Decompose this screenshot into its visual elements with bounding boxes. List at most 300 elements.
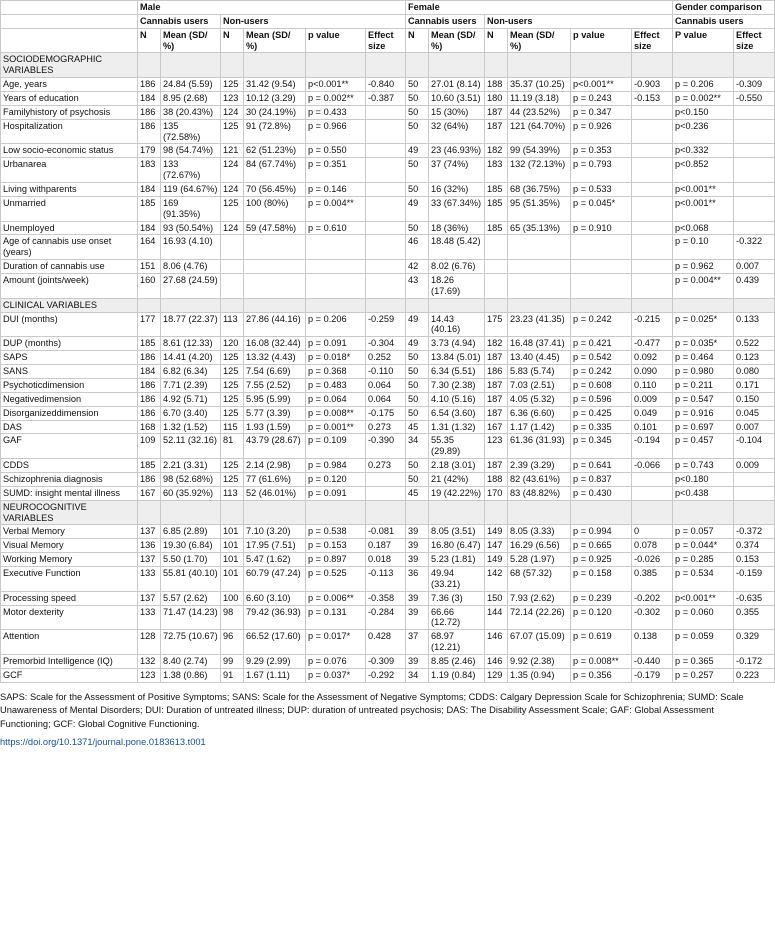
table-cell: 39	[406, 605, 429, 630]
table-cell	[632, 486, 673, 500]
row-label: Hospitalization	[1, 119, 138, 144]
table-cell: 68.97 (12.21)	[429, 630, 485, 655]
table-cell: 13.32 (4.43)	[244, 351, 306, 365]
table-cell: p = 0.980	[673, 365, 734, 379]
table-cell: 1.31 (1.32)	[429, 420, 485, 434]
table-cell: 68 (57.32)	[508, 566, 571, 591]
table-cell: p = 0.120	[306, 472, 366, 486]
table-cell: 186	[138, 119, 161, 144]
table-cell: p = 0.001**	[306, 420, 366, 434]
table-cell: 0.439	[734, 274, 775, 299]
table-cell: 150	[485, 591, 508, 605]
table-row	[1, 235, 775, 260]
header-male: Male	[138, 1, 406, 15]
table-cell: 33 (67.34%)	[429, 196, 485, 221]
table-cell: 39	[406, 654, 429, 668]
table-cell: 46	[406, 235, 429, 260]
table-row	[1, 434, 775, 459]
table-cell: 186	[138, 351, 161, 365]
table-cell: 18.26 (17.69)	[429, 274, 485, 299]
section-filler-cell	[429, 298, 485, 312]
table-cell: 84 (67.74%)	[244, 158, 306, 183]
row-label: Unemployed	[1, 221, 138, 235]
table-cell	[366, 183, 406, 197]
table-cell: 6.82 (6.34)	[161, 365, 221, 379]
table-cell	[221, 274, 244, 299]
section-filler-cell	[485, 53, 508, 78]
section-label: SOCIODEMOGRAPHIC VARIABLES	[1, 53, 138, 78]
section-filler-cell	[161, 500, 221, 525]
column-header: Mean (SD/ %)	[161, 28, 221, 53]
table-cell: 43.79 (28.67)	[244, 434, 306, 459]
row-label: DAS	[1, 420, 138, 434]
table-cell: p = 0.345	[571, 434, 632, 459]
table-cell: 7.55 (2.52)	[244, 378, 306, 392]
row-label: SUMD: insight mental illness	[1, 486, 138, 500]
table-cell: p = 0.335	[571, 420, 632, 434]
table-cell: 2.21 (3.31)	[161, 459, 221, 473]
table-cell: 101	[221, 553, 244, 567]
table-cell: 16.29 (6.56)	[508, 539, 571, 553]
table-cell	[366, 260, 406, 274]
header-female-cannabis-users: Cannabis users	[406, 14, 485, 28]
table-cell: 187	[485, 105, 508, 119]
row-label: Processing speed	[1, 591, 138, 605]
section-filler-cell	[221, 298, 244, 312]
table-cell: 0.110	[632, 378, 673, 392]
table-cell: 36	[406, 566, 429, 591]
table-cell: -0.903	[632, 78, 673, 92]
table-cell: p = 0.044*	[673, 539, 734, 553]
table-cell	[244, 260, 306, 274]
table-cell: p = 0.257	[673, 668, 734, 682]
column-header: N	[406, 28, 429, 53]
table-cell: 149	[485, 553, 508, 567]
table-cell: -0.026	[632, 553, 673, 567]
header-gender-comparison: Gender comparison	[673, 1, 775, 15]
table-cell: 0.522	[734, 337, 775, 351]
table-cell: 5.23 (1.81)	[429, 553, 485, 567]
table-row	[1, 392, 775, 406]
section-filler-cell	[485, 298, 508, 312]
table-cell	[306, 274, 366, 299]
table-cell: 66.52 (17.60)	[244, 630, 306, 655]
table-cell: p<0.332	[673, 144, 734, 158]
table-cell: 6.36 (6.60)	[508, 406, 571, 420]
table-cell: 7.30 (2.38)	[429, 378, 485, 392]
table-cell: 13.40 (4.45)	[508, 351, 571, 365]
row-label: Age, years	[1, 78, 138, 92]
table-cell: 151	[138, 260, 161, 274]
table-cell: p = 0.285	[673, 553, 734, 567]
table-cell: 0.064	[366, 392, 406, 406]
section-filler-cell	[632, 500, 673, 525]
table-cell: -0.635	[734, 591, 775, 605]
table-cell: 125	[221, 378, 244, 392]
table-cell: p = 0.353	[571, 144, 632, 158]
table-cell: 137	[138, 591, 161, 605]
table-cell: 164	[138, 235, 161, 260]
table-cell	[632, 472, 673, 486]
table-cell: 119 (64.67%)	[161, 183, 221, 197]
table-cell: -0.550	[734, 92, 775, 106]
table-cell: 0.252	[366, 351, 406, 365]
table-cell: p = 0.076	[306, 654, 366, 668]
table-cell: 16.80 (6.47)	[429, 539, 485, 553]
section-filler-cell	[508, 298, 571, 312]
table-cell: p = 0.243	[571, 92, 632, 106]
table-cell: p = 0.239	[571, 591, 632, 605]
section-header-row	[1, 500, 775, 525]
row-label: Amount (joints/week)	[1, 274, 138, 299]
table-cell: 19.30 (6.84)	[161, 539, 221, 553]
table-cell: 39	[406, 525, 429, 539]
table-cell: 187	[485, 459, 508, 473]
table-cell: 0.090	[632, 365, 673, 379]
table-cell: 125	[221, 119, 244, 144]
table-cell: -0.104	[734, 434, 775, 459]
row-label: CDDS	[1, 459, 138, 473]
row-label: Visual Memory	[1, 539, 138, 553]
table-cell: 50	[406, 392, 429, 406]
table-cell: 95 (51.35%)	[508, 196, 571, 221]
table-cell: 3.73 (4.94)	[429, 337, 485, 351]
table-cell: 186	[138, 406, 161, 420]
table-cell: 98	[221, 605, 244, 630]
column-header: p value	[571, 28, 632, 53]
table-cell: 16.93 (4.10)	[161, 235, 221, 260]
section-filler-cell	[161, 53, 221, 78]
table-cell: 37	[406, 630, 429, 655]
doi-link[interactable]: https://doi.org/10.1371/journal.pone.0183613.t001	[0, 737, 206, 748]
table-cell: 136	[138, 539, 161, 553]
table-cell: 65 (35.13%)	[508, 221, 571, 235]
column-header: p value	[306, 28, 366, 53]
table-cell: 0.018	[366, 553, 406, 567]
table-cell: p = 0.421	[571, 337, 632, 351]
table-cell: p = 0.457	[673, 434, 734, 459]
table-cell	[366, 119, 406, 144]
table-cell: 50	[406, 221, 429, 235]
table-cell: 6.34 (5.51)	[429, 365, 485, 379]
table-cell: p = 0.153	[306, 539, 366, 553]
table-cell: 7.10 (3.20)	[244, 525, 306, 539]
section-filler-cell	[673, 298, 734, 312]
table-cell: 0.355	[734, 605, 775, 630]
table-cell	[366, 158, 406, 183]
table-cell: 132	[138, 654, 161, 668]
table-cell: 6.60 (3.10)	[244, 591, 306, 605]
table-cell: 1.93 (1.59)	[244, 420, 306, 434]
table-row	[1, 144, 775, 158]
table-cell: 0.374	[734, 539, 775, 553]
table-cell: p = 0.057	[673, 525, 734, 539]
column-header	[1, 28, 138, 53]
section-filler-cell	[734, 298, 775, 312]
table-cell: 146	[485, 654, 508, 668]
table-cell: 45	[406, 486, 429, 500]
row-label: Urbanarea	[1, 158, 138, 183]
table-cell: 27.68 (24.59)	[161, 274, 221, 299]
table-cell	[306, 235, 366, 260]
table-row	[1, 365, 775, 379]
table-cell: 43	[406, 274, 429, 299]
column-header: Effect size	[366, 28, 406, 53]
table-cell: 60 (35.92%)	[161, 486, 221, 500]
table-cell: p = 0.347	[571, 105, 632, 119]
table-cell: p = 0.035*	[673, 337, 734, 351]
table-cell	[632, 158, 673, 183]
table-cell: p = 0.984	[306, 459, 366, 473]
table-row	[1, 566, 775, 591]
table-cell: -0.440	[632, 654, 673, 668]
table-cell: 96	[221, 630, 244, 655]
table-cell: 8.40 (2.74)	[161, 654, 221, 668]
table-cell: -0.309	[734, 78, 775, 92]
table-cell: 0.009	[632, 392, 673, 406]
table-cell: 185	[485, 196, 508, 221]
table-cell: 34	[406, 434, 429, 459]
table-cell	[734, 144, 775, 158]
table-cell: p = 0.206	[673, 78, 734, 92]
table-cell: p = 0.356	[571, 668, 632, 682]
table-cell: -0.081	[366, 525, 406, 539]
table-cell: 120	[221, 337, 244, 351]
table-cell: p = 0.211	[673, 378, 734, 392]
table-row	[1, 605, 775, 630]
table-cell: 14.43 (40.16)	[429, 312, 485, 337]
table-cell: 144	[485, 605, 508, 630]
table-cell: 37 (74%)	[429, 158, 485, 183]
table-cell: 2.18 (3.01)	[429, 459, 485, 473]
table-cell: 183	[138, 158, 161, 183]
table-cell: p = 0.897	[306, 553, 366, 567]
table-cell: p = 0.550	[306, 144, 366, 158]
table-cell: p = 0.743	[673, 459, 734, 473]
table-cell	[221, 260, 244, 274]
table-cell: -0.840	[366, 78, 406, 92]
table-row	[1, 591, 775, 605]
table-cell: p = 0.525	[306, 566, 366, 591]
table-row	[1, 183, 775, 197]
table-cell: 66.66 (12.72)	[429, 605, 485, 630]
table-cell: p = 0.006**	[306, 591, 366, 605]
table-cell: 17.95 (7.51)	[244, 539, 306, 553]
table-cell: 21 (42%)	[429, 472, 485, 486]
table-cell: 168	[138, 420, 161, 434]
table-cell: 187	[485, 406, 508, 420]
table-cell: 125	[221, 472, 244, 486]
table-cell: 180	[485, 92, 508, 106]
header-male-non-users: Non-users	[221, 14, 406, 28]
table-cell	[508, 235, 571, 260]
table-cell: 0.064	[366, 378, 406, 392]
table-cell: 142	[485, 566, 508, 591]
table-cell	[734, 472, 775, 486]
table-cell: 8.05 (3.51)	[429, 525, 485, 539]
row-label: GAF	[1, 434, 138, 459]
table-cell: p<0.852	[673, 158, 734, 183]
table-cell: 175	[485, 312, 508, 337]
table-cell: 38 (20.43%)	[161, 105, 221, 119]
table-cell: p = 0.060	[673, 605, 734, 630]
table-cell: 184	[138, 92, 161, 106]
table-cell: p<0.236	[673, 119, 734, 144]
table-cell: 99	[221, 654, 244, 668]
table-cell: 5.83 (5.74)	[508, 365, 571, 379]
table-cell: 49	[406, 144, 429, 158]
row-label: SANS	[1, 365, 138, 379]
table-cell: -0.172	[734, 654, 775, 668]
table-row	[1, 630, 775, 655]
table-row	[1, 119, 775, 144]
table-cell: 186	[485, 365, 508, 379]
section-filler-cell	[306, 53, 366, 78]
table-cell: p<0.068	[673, 221, 734, 235]
table-cell: 99 (54.39%)	[508, 144, 571, 158]
table-cell: -0.153	[632, 92, 673, 106]
table-cell	[244, 235, 306, 260]
table-cell: 0.101	[632, 420, 673, 434]
table-cell: p = 0.793	[571, 158, 632, 183]
table-cell: 124	[221, 105, 244, 119]
table-cell: p = 0.430	[571, 486, 632, 500]
section-filler-cell	[406, 53, 429, 78]
table-cell: 133	[138, 566, 161, 591]
table-cell: 39	[406, 553, 429, 567]
table-cell: 4.05 (5.32)	[508, 392, 571, 406]
table-cell	[306, 260, 366, 274]
table-cell: 124	[221, 183, 244, 197]
table-cell: 50	[406, 351, 429, 365]
table-cell: p = 0.425	[571, 406, 632, 420]
table-cell: p = 0.910	[571, 221, 632, 235]
table-row	[1, 221, 775, 235]
table-cell: 160	[138, 274, 161, 299]
table-cell: p = 0.433	[306, 105, 366, 119]
table-cell: 182	[485, 144, 508, 158]
table-cell: 6.54 (3.60)	[429, 406, 485, 420]
table-cell: 10.60 (3.51)	[429, 92, 485, 106]
table-cell: p = 0.962	[673, 260, 734, 274]
table-cell: 0.009	[734, 459, 775, 473]
table-row	[1, 378, 775, 392]
table-cell: 8.02 (6.76)	[429, 260, 485, 274]
table-cell: p = 0.091	[306, 486, 366, 500]
table-cell: -0.304	[366, 337, 406, 351]
section-filler-cell	[673, 500, 734, 525]
table-cell: -0.066	[632, 459, 673, 473]
table-row	[1, 312, 775, 337]
table-cell: 39	[406, 539, 429, 553]
table-cell: p = 0.534	[673, 566, 734, 591]
column-header: Mean (SD/ %)	[508, 28, 571, 53]
table-cell: -0.110	[366, 365, 406, 379]
table-cell: 1.35 (0.94)	[508, 668, 571, 682]
header-female-non-users: Non-users	[485, 14, 673, 28]
table-cell: 0.329	[734, 630, 775, 655]
table-cell: -0.159	[734, 566, 775, 591]
table-cell: 0	[632, 525, 673, 539]
table-cell: 7.93 (2.62)	[508, 591, 571, 605]
table-cell: 137	[138, 525, 161, 539]
table-cell: 0.223	[734, 668, 775, 682]
table-cell	[366, 486, 406, 500]
table-cell: 91 (72.8%)	[244, 119, 306, 144]
column-header: Mean (SD/ %)	[244, 28, 306, 53]
row-label: DUP (months)	[1, 337, 138, 351]
table-cell: 18.77 (22.37)	[161, 312, 221, 337]
table-cell: 101	[221, 539, 244, 553]
table-cell: 7.03 (2.51)	[508, 378, 571, 392]
table-cell: 109	[138, 434, 161, 459]
section-filler-cell	[429, 500, 485, 525]
table-row	[1, 260, 775, 274]
table-cell: 113	[221, 486, 244, 500]
section-filler-cell	[244, 53, 306, 78]
row-label: Executive Function	[1, 566, 138, 591]
table-cell: 137	[138, 553, 161, 567]
table-cell: -0.175	[366, 406, 406, 420]
table-cell: 1.38 (0.86)	[161, 668, 221, 682]
table-cell: 170	[485, 486, 508, 500]
section-filler-cell	[306, 298, 366, 312]
section-filler-cell	[571, 298, 632, 312]
table-cell: p = 0.926	[571, 119, 632, 144]
column-header: Mean (SD/ %)	[429, 28, 485, 53]
table-row	[1, 92, 775, 106]
table-row	[1, 105, 775, 119]
table-cell: 187	[485, 378, 508, 392]
table-cell: 0.428	[366, 630, 406, 655]
section-filler-cell	[734, 53, 775, 78]
table-cell: p = 0.004**	[673, 274, 734, 299]
row-label: GCF	[1, 668, 138, 682]
table-cell: 16.08 (32.44)	[244, 337, 306, 351]
table-cell: 146	[485, 630, 508, 655]
table-cell	[632, 235, 673, 260]
table-cell: 91	[221, 668, 244, 682]
table-cell: 185	[138, 196, 161, 221]
table-cell: 182	[485, 337, 508, 351]
table-cell: 55.35 (29.89)	[429, 434, 485, 459]
section-filler-cell	[366, 500, 406, 525]
table-cell: 123	[485, 434, 508, 459]
table-cell: 1.19 (0.84)	[429, 668, 485, 682]
table-cell: p = 0.608	[571, 378, 632, 392]
table-cell	[244, 274, 306, 299]
table-cell: -0.202	[632, 591, 673, 605]
table-cell: 125	[221, 406, 244, 420]
table-cell: p = 0.004**	[306, 196, 366, 221]
section-filler-cell	[138, 53, 161, 78]
table-cell: 8.95 (2.68)	[161, 92, 221, 106]
table-cell: p = 0.596	[571, 392, 632, 406]
table-cell: 72.75 (10.67)	[161, 630, 221, 655]
table-cell: 183	[485, 158, 508, 183]
table-cell: 149	[485, 525, 508, 539]
table-cell: p = 0.483	[306, 378, 366, 392]
table-cell	[632, 221, 673, 235]
table-cell: 49.94 (33.21)	[429, 566, 485, 591]
table-cell: 121	[221, 144, 244, 158]
table-cell	[632, 144, 673, 158]
table-cell	[366, 196, 406, 221]
table-cell: 184	[138, 183, 161, 197]
row-label: Living withparents	[1, 183, 138, 197]
section-filler-cell	[244, 298, 306, 312]
section-filler-cell	[161, 298, 221, 312]
